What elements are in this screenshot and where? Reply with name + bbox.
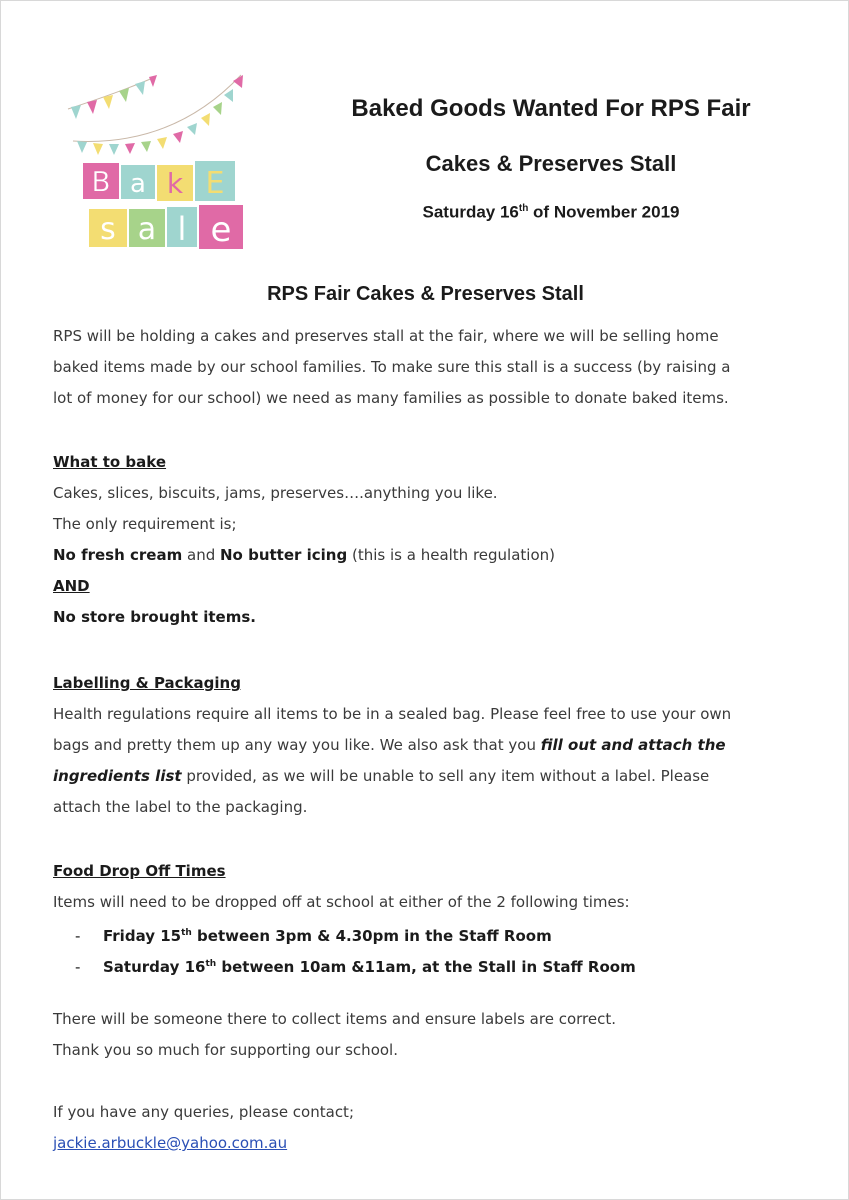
- intro-paragraph: [53, 321, 813, 414]
- logo-letter: s: [100, 212, 116, 247]
- logo-letter: E: [205, 166, 225, 201]
- labelling-line: Health regulations require all items to be in a sealed bag. Please feel free to use your own: [53, 705, 732, 723]
- contact-section: [53, 1097, 813, 1159]
- dropoff-time-item: - Saturday 16th between 10am &11am, at the Stall in Staff Room: [75, 958, 636, 976]
- event-date: Saturday 16th of November 2019: [422, 202, 680, 222]
- labelling-line: bags and pretty them up any way you like. We also ask that you fill out and attach the: [53, 736, 726, 754]
- contact-email-link[interactable]: jackie.arbuckle@yahoo.com.au: [53, 1134, 288, 1152]
- logo-letter: a: [130, 169, 146, 199]
- closing-section: [53, 1004, 813, 1066]
- what-to-bake-section: [53, 447, 813, 633]
- what-to-bake-heading: What to bake: [53, 453, 167, 471]
- and-label: AND: [53, 577, 90, 595]
- intro-line: RPS will be holding a cakes and preserves stall at the fair, where we will be selling home: [53, 327, 719, 345]
- labelling-line: attach the label to the packaging.: [53, 798, 308, 816]
- title-block: [301, 93, 801, 221]
- labelling-section: [53, 668, 813, 823]
- dropoff-time-item: - Friday 15th between 3pm & 4.30pm in the Staff Room: [75, 927, 552, 945]
- requirement-intro: The only requirement is;: [53, 515, 237, 533]
- labelling-line: ingredients list provided, as we will be unable to sell any item without a label. Please: [53, 767, 710, 785]
- intro-line: lot of money for our school) we need as many families as possible to donate baked items.: [53, 389, 729, 407]
- bake-items-line: Cakes, slices, biscuits, jams, preserves….anything you like.: [53, 484, 498, 502]
- dropoff-heading: Food Drop Off Times: [53, 862, 226, 880]
- store-items-line: No store brought items.: [53, 608, 256, 626]
- dropoff-intro: Items will need to be dropped off at school at either of the 2 following times:: [53, 893, 630, 911]
- logo-letter: e: [210, 210, 232, 250]
- requirement-line: No fresh cream and No butter icing (this is a health regulation): [53, 546, 555, 564]
- logo-letter: l: [177, 210, 187, 248]
- logo-letter: B: [91, 165, 111, 198]
- dropoff-section: [53, 856, 813, 980]
- thank-you-line: Thank you so much for supporting our school.: [53, 1041, 398, 1059]
- logo-letter: a: [137, 212, 157, 247]
- contact-prompt: If you have any queries, please contact;: [53, 1103, 354, 1121]
- intro-line: baked items made by our school families. To make sure this stall is a success (by raising a: [53, 358, 731, 376]
- logo-letter: k: [166, 167, 184, 200]
- page-subtitle: Cakes & Preserves Stall: [425, 151, 677, 176]
- bake-sale-logo: [63, 69, 253, 255]
- page-title: Baked Goods Wanted For RPS Fair: [351, 95, 751, 122]
- section-title: RPS Fair Cakes & Preserves Stall: [267, 283, 584, 305]
- closing-line: There will be someone there to collect items and ensure labels are correct.: [53, 1010, 616, 1028]
- labelling-heading: Labelling & Packaging: [53, 674, 241, 692]
